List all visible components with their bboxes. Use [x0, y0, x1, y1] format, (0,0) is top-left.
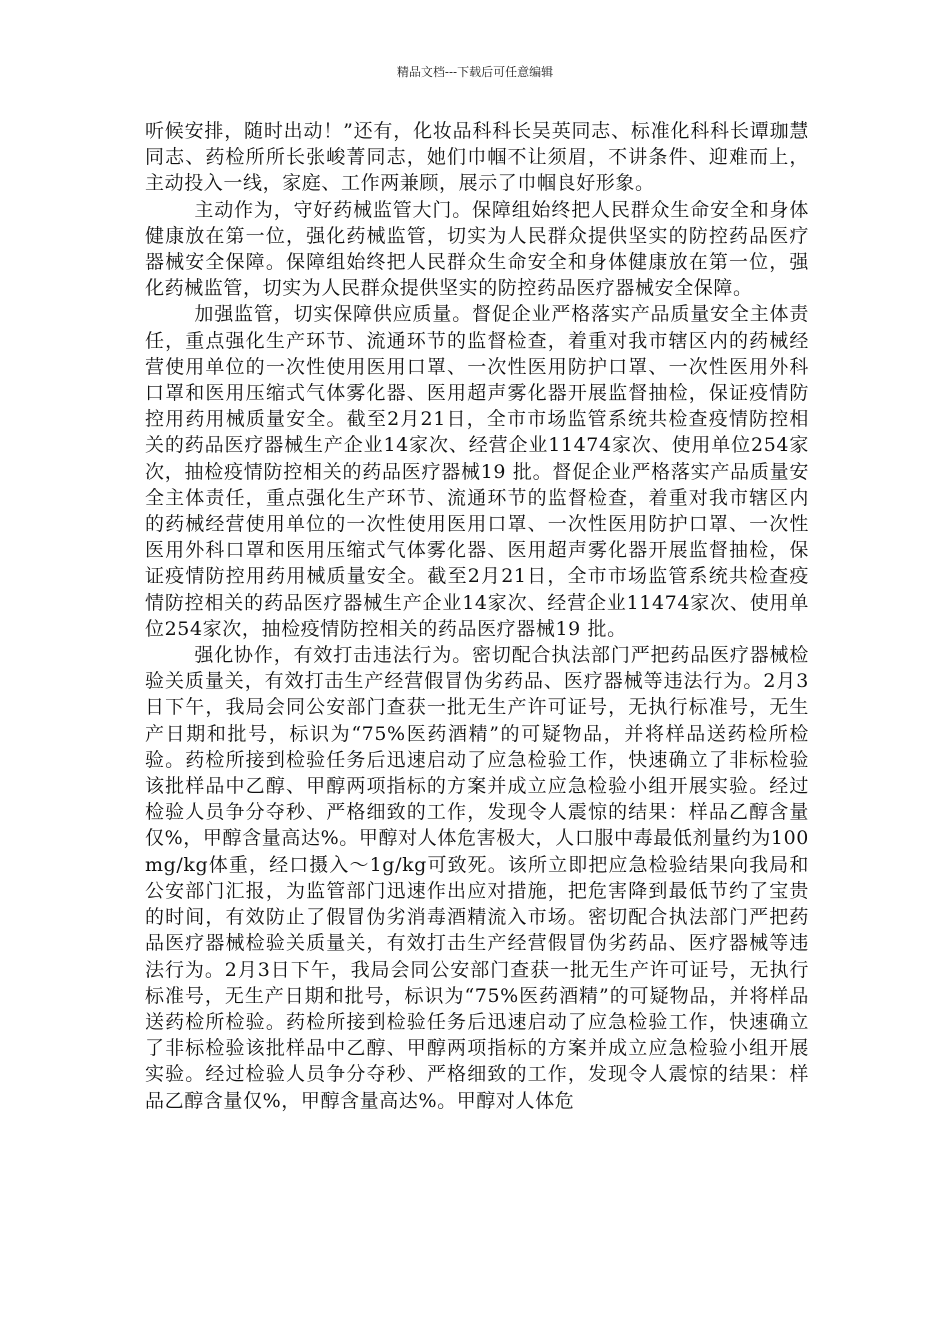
page-header: 精品文档---下载后可任意编辑	[396, 65, 554, 79]
paragraph-proactive-action: 主动作为，守好药械监管大门。保障组始终把人民群众生命安全和身体健康放在第一位，强化药械监管，切实为人民群众提供坚实的防控药品医疗器械安全保障。保障组始终把人民群众生命安全和身体健康放在第一位，强化药械监管，切实为人民群众提供坚实的防控药品医疗器械安全保障。	[145, 198, 809, 300]
paragraph-strengthen-cooperation: 强化协作，有效打击违法行为。密切配合执法部门严把药品医疗器械检验关质量关，有效打击生产经营假冒伪劣药品、医疗器械等违法行为。2月3日下午，我局会同公安部门查获一批无生产许可证号，无执行标准号，无生产日期和批号，标识为“75%医药酒精”的可疑物品，并将样品送药检所检验。药检所接到检验任务后迅速启动了应急检验工作，快速确立了非标检验该批样品中乙醇、甲醇两项指标的方案并成立应急检验小组开展实验。经过检验人员争分夺秒、严格细致的工作，发现令人震惊的结果：样品乙醇含量仅%，甲醇含量高达%。甲醇对人体危害极大，人口服中毒最低剂量约为100mg/kg体重，经口摄入～1g/kg可致死。该所立即把应急检验结果向我局和公安部门汇报，为监管部门迅速作出应对措施，把危害降到最低节约了宝贵的时间，有效防止了假冒伪劣消毒酒精流入市场。密切配合执法部门严把药品医疗器械检验关质量关，有效打击生产经营假冒伪劣药品、医疗器械等违法行为。2月3日下午，我局会同公安部门查获一批无生产许可证号，无执行标准号，无生产日期和批号，标识为“75%医药酒精”的可疑物品，并将样品送药检所检验。药检所接到检验任务后迅速启动了应急检验工作，快速确立了非标检验该批样品中乙醇、甲醇两项指标的方案并成立应急检验小组开展实验。经过检验人员争分夺秒、严格细致的工作，发现令人震惊的结果：样品乙醇含量仅%，甲醇含量高达%。甲醇对人体危	[145, 644, 809, 1112]
document-body	[145, 118, 809, 1114]
paragraph-strengthen-supervision: 加强监管，切实保障供应质量。督促企业严格落实产品质量安全主体责任，重点强化生产环节、流通环节的监督检查，着重对我市辖区内的药械经营使用单位的一次性使用医用口罩、一次性医用防护口罩、一次性医用外科口罩和医用压缩式气体雾化器、医用超声雾化器开展监督抽检，保证疫情防控用药用械质量安全。截至2月21日，全市市场监管系统共检查疫情防控相关的药品医疗器械生产企业14家次、经营企业11474家次、使用单位254家次，抽检疫情防控相关的药品医疗器械19 批。督促企业严格落实产品质量安全主体责任，重点强化生产环节、流通环节的监督检查，着重对我市辖区内的药械经营使用单位的一次性使用医用口罩、一次性医用防护口罩、一次性医用外科口罩和医用压缩式气体雾化器、医用超声雾化器开展监督抽检，保证疫情防控用药用械质量安全。截至2月21日，全市市场监管系统共检查疫情防控相关的药品医疗器械生产企业14家次、经营企业11474家次、使用单位254家次，抽检疫情防控相关的药品医疗器械19 批。	[145, 303, 809, 640]
paragraph-closing-praise: 听候安排，随时出动！”还有，化妆品科科长吴英同志、标准化科科长谭珈慧同志、药检所所长张峻菁同志，她们巾帼不让须眉，不讲条件、迎难而上，主动投入一线，家庭、工作两兼顾，展示了巾帼良好形象。	[145, 120, 809, 195]
